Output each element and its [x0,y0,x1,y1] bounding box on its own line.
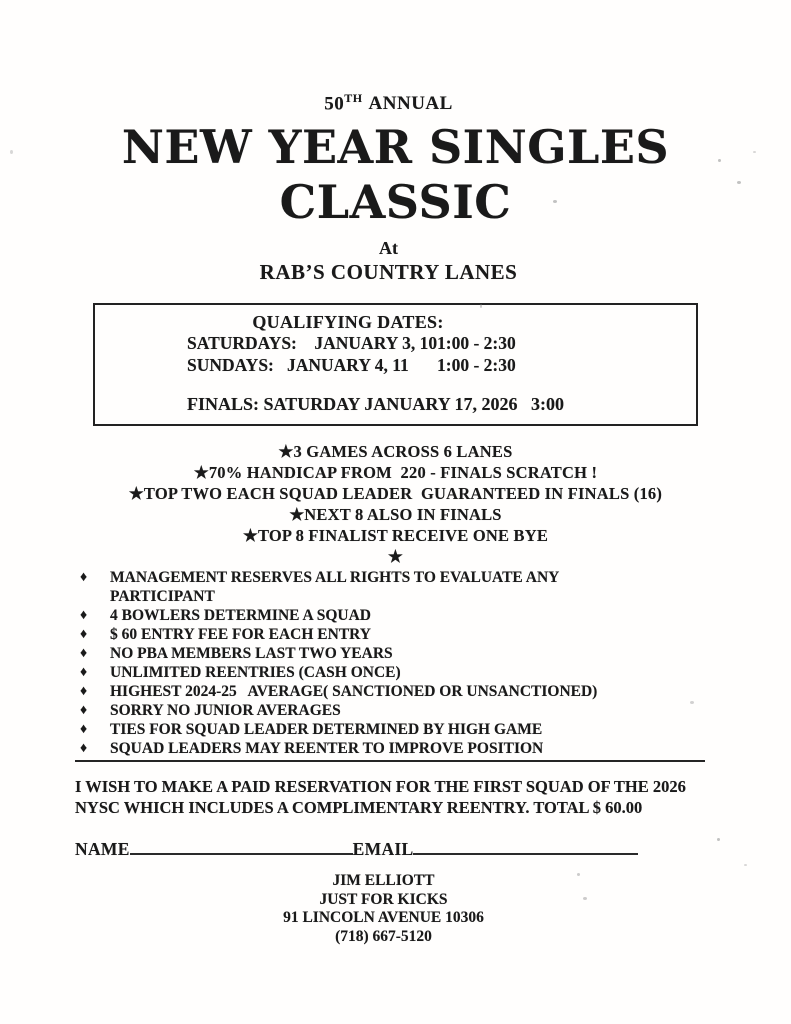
diamond-bullet-icon: ♦ [80,684,88,700]
sundays-time: 1:00 - 2:30 [437,355,516,376]
scan-speck [753,151,756,153]
title-line-2: CLASSIC [279,175,512,230]
list-item [75,644,705,663]
scan-speck [690,701,694,704]
list-item [75,739,705,758]
list-item [75,568,705,606]
scan-speck [553,200,557,203]
qualifying-row-saturdays [95,332,696,354]
event-title [0,120,791,230]
rule-text: HIGHEST 2024-25 AVERAGE( SANCTIONED OR UNSANCTIONED) [110,683,598,701]
highlight-line: ★70% HANDICAP FROM 220 - FINALS SCRATCH ! [193,463,598,483]
annual-number: 50 [324,93,345,115]
annual-word: ANNUAL [368,93,453,115]
scan-speck [10,150,13,154]
rule-text: NO PBA MEMBERS LAST TWO YEARS [110,645,393,663]
diamond-bullet-icon: ♦ [80,722,88,738]
annual-ordinal: TH [344,91,363,105]
saturdays-time: 1:00 - 2:30 [437,333,516,354]
scan-speck [717,838,720,841]
email-field-line[interactable] [413,838,638,855]
reservation-statement: I WISH TO MAKE A PAID RESERVATION FOR THE FIRST SQUAD OF THE 2026 NYSC WHICH INCLUDES A COMPLIMENTARY REENTRY. TOTAL $ 60.00 [75,777,686,818]
diamond-bullet-icon: ♦ [80,627,88,643]
diamond-bullet-icon: ♦ [80,665,88,681]
finals-date-line: FINALS: SATURDAY JANUARY 17, 2026 3:00 [187,394,565,415]
diamond-bullet-icon: ♦ [80,570,88,586]
rule-text: SORRY NO JUNIOR AVERAGES [110,702,341,720]
highlight-line: ★NEXT 8 ALSO IN FINALS [289,505,502,525]
contact-phone: (718) 667-5120 [335,927,432,945]
highlight-line: ★TOP TWO EACH SQUAD LEADER GUARANTEED IN FINALS (16) [128,484,663,504]
rule-text: UNLIMITED REENTRIES (CASH ONCE) [110,664,401,682]
scan-speck [583,897,587,900]
list-item [75,663,705,682]
highlight-line: ★3 GAMES ACROSS 6 LANES [278,442,513,462]
list-item [75,682,705,701]
scan-speck [480,304,482,308]
scan-speck [718,159,721,162]
rule-text: TIES FOR SQUAD LEADER DETERMINED BY HIGH GAME [110,721,543,739]
scan-speck [737,181,741,184]
at-text: At [379,238,398,259]
diamond-bullet-icon: ♦ [80,608,88,624]
rules-list [75,568,705,762]
name-field-line[interactable] [130,838,353,855]
contact-name: JIM ELLIOTT [332,872,435,890]
contact-block [0,872,767,946]
tournament-highlights [0,441,791,567]
title-line-1: NEW YEAR SINGLES [121,120,670,175]
venue-name: RAB’S COUNTRY LANES [259,260,518,285]
list-item [75,701,705,720]
scan-speck [744,864,747,866]
qualifying-dates-box [93,303,698,426]
rule-text: SQUAD LEADERS MAY REENTER TO IMPROVE POSITION [110,740,544,758]
annual-heading [0,0,777,116]
contact-address: 91 LINCOLN AVENUE 10306 [283,909,484,927]
email-label: EMAIL [352,839,414,860]
list-item [75,625,705,644]
rule-text: MANAGEMENT RESERVES ALL RIGHTS TO EVALUATE ANY PARTICIPANT [110,569,563,606]
contact-organization: JUST FOR KICKS [319,890,448,908]
saturdays-day-date: SATURDAYS: JANUARY 3, 10 [187,333,438,354]
star-icon: ★ [388,547,403,567]
highlight-line: ★TOP 8 FINALIST RECEIVE ONE BYE [242,526,549,546]
list-item [75,606,705,625]
diamond-bullet-icon: ♦ [80,741,88,757]
scan-speck [577,873,580,876]
rule-text: $ 60 ENTRY FEE FOR EACH ENTRY [110,626,371,644]
list-item [75,720,705,739]
rule-text: 4 BOWLERS DETERMINE A SQUAD [110,607,371,625]
qualifying-heading: QUALIFYING DATES: [252,312,444,333]
name-email-row [75,838,791,860]
diamond-bullet-icon: ♦ [80,646,88,662]
name-label: NAME [75,839,130,860]
sundays-day-date: SUNDAYS: JANUARY 4, 11 [187,355,409,376]
qualifying-row-sundays [95,354,696,376]
diamond-bullet-icon: ♦ [80,703,88,719]
